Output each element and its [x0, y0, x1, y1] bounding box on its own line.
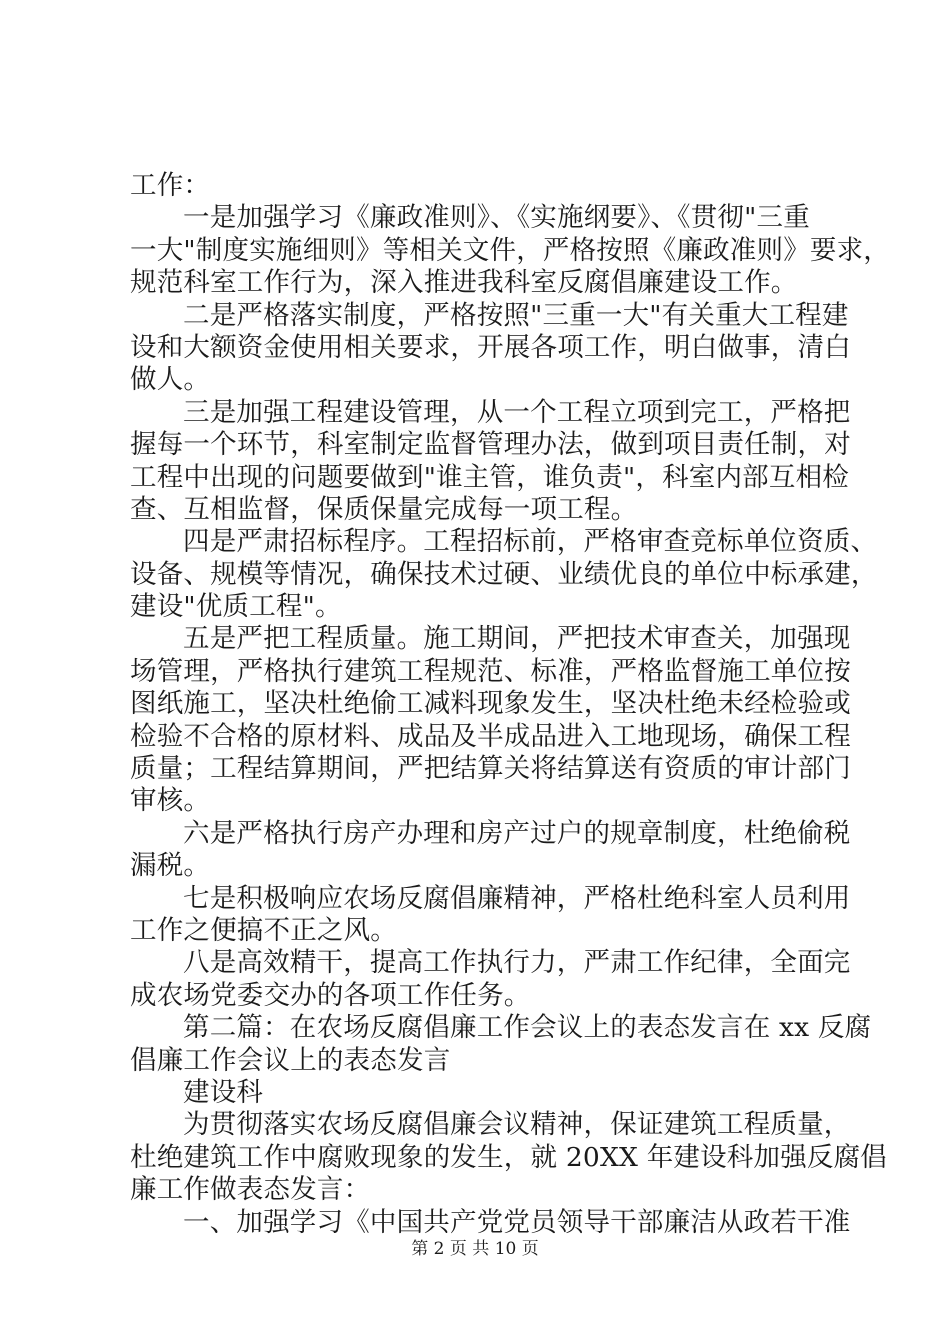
document-body [130, 170, 890, 1239]
text-line: 五是严把工程质量。施工期间，严把技术审查关，加强现 [183, 623, 851, 655]
text-line: 三是加强工程建设管理，从一个工程立项到完工，严格把 [183, 396, 851, 428]
page-footer: 第 2 页 共 10 页 [411, 1239, 539, 1259]
text-line: 一是加强学习《廉政准则》、《实施纲要》、《贯彻"三重 [183, 202, 810, 234]
text-line: 漏税。 [130, 850, 211, 882]
text-line: 杜绝建筑工作中腐败现象的发生，就 20XX 年建设科加强反腐倡 [130, 1141, 887, 1173]
text-line: 工程中出现的问题要做到"谁主管，谁负责"，科室内部互相检 [130, 461, 849, 493]
text-line: 规范科室工作行为，深入推进我科室反腐倡廉建设工作。 [130, 267, 798, 299]
text-line: 设备、规模等情况，确保技术过硬、业绩优良的单位中标承建， [130, 558, 878, 590]
text-line: 二是严格落实制度，严格按照"三重一大"有关重大工程建 [183, 299, 849, 331]
text-line: 工作： [130, 170, 211, 201]
text-line: 质量；工程结算期间，严把结算关将结算送有资质的审计部门 [130, 753, 851, 785]
text-line: 场管理，严格执行建筑工程规范、标准，严格监督施工单位按 [130, 655, 851, 687]
text-line: 七是积极响应农场反腐倡廉精神，严格杜绝科室人员利用 [183, 882, 851, 914]
text-line: 廉工作做表态发言： [130, 1174, 371, 1206]
text-line: 一大"制度实施细则》等相关文件，严格按照《廉政准则》要求， [130, 234, 890, 266]
text-line: 做人。 [130, 364, 211, 396]
text-line: 查、互相监督，保质保量完成每一项工程。 [130, 493, 638, 525]
text-line: 检验不合格的原材料、成品及半成品进入工地现场，确保工程 [130, 720, 851, 752]
text-line: 图纸施工，坚决杜绝偷工减料现象发生，坚决杜绝未经检验或 [130, 688, 851, 720]
text-line: 工作之便搞不正之风。 [130, 914, 397, 946]
text-line: 八是高效精干，提高工作执行力，严肃工作纪律，全面完 [183, 947, 851, 979]
text-line: 四是严肃招标程序。工程招标前，严格审查竞标单位资质、 [183, 526, 878, 558]
text-line: 六是严格执行房产办理和房产过户的规章制度，杜绝偷税 [183, 817, 851, 849]
text-line: 倡廉工作会议上的表态发言 [130, 1044, 451, 1076]
text-line: 为贯彻落实农场反腐倡廉会议精神，保证建筑工程质量， [183, 1109, 851, 1141]
text-line: 握每一个环节，科室制定监督管理办法，做到项目责任制，对 [130, 429, 851, 461]
text-line: 建设科 [183, 1076, 264, 1108]
text-line: 成农场党委交办的各项工作任务。 [130, 979, 531, 1011]
text-line: 审核。 [130, 785, 211, 817]
text-line: 设和大额资金使用相关要求，开展各项工作，明白做事，清白 [130, 331, 851, 363]
text-line: 建设"优质工程"。 [130, 591, 342, 623]
text-line: 一、加强学习《中国共产党党员领导干部廉洁从政若干准 [183, 1206, 851, 1238]
text-line: 第二篇：在农场反腐倡廉工作会议上的表态发言在 xx 反腐 [183, 1012, 872, 1044]
